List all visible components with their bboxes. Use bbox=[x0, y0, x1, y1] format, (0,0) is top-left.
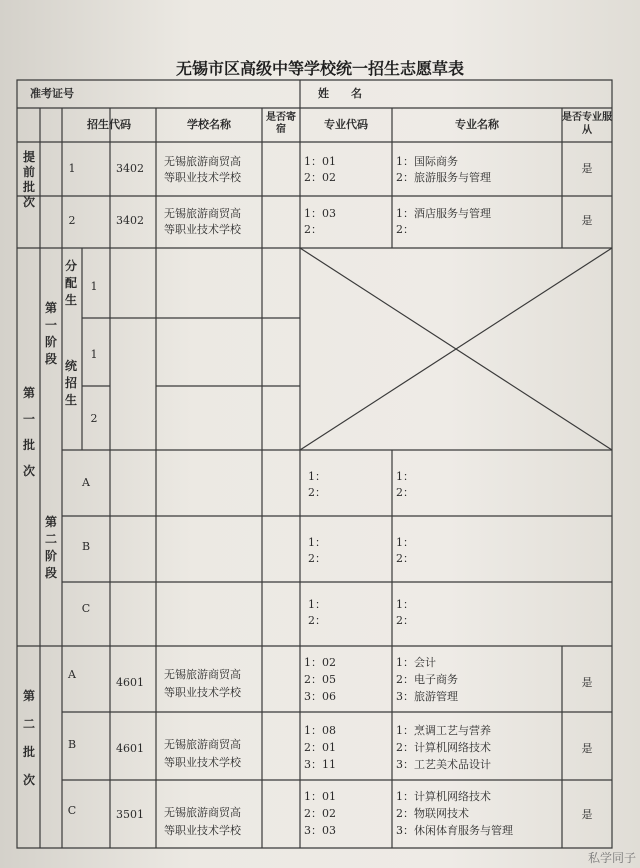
obey-value: 是 bbox=[581, 676, 593, 689]
major-code-1: 1：03 bbox=[304, 207, 336, 220]
school-code: 3402 bbox=[116, 162, 144, 175]
major-name-2: 2：计算机网络技术 bbox=[396, 741, 491, 754]
major-name-2: 2： bbox=[396, 486, 414, 499]
obey-value: 是 bbox=[581, 742, 593, 755]
section-stage2: 第二阶段 bbox=[44, 515, 57, 580]
school-name-line1: 无锡旅游商贸高 bbox=[164, 155, 241, 168]
major-name-3: 3：工艺美术品设计 bbox=[396, 758, 491, 771]
header-school: 学校名称 bbox=[187, 118, 231, 131]
major-name-3: 3：旅游管理 bbox=[396, 690, 458, 703]
major-name-2: 2： bbox=[396, 552, 414, 565]
school-code: 3501 bbox=[116, 808, 144, 821]
exam-number-label: 准考证号 bbox=[30, 87, 74, 100]
watermark-text: 私学同子 bbox=[587, 851, 636, 865]
major-name-1: 1：烹调工艺与营养 bbox=[396, 724, 491, 737]
major-code-3: 3：11 bbox=[304, 758, 336, 771]
school-name-line2: 等职业技术学校 bbox=[164, 756, 241, 769]
major-code-2: 2： bbox=[308, 486, 326, 499]
label-allocated: 分配生 bbox=[64, 259, 77, 307]
section-first-batch: 第一批次 bbox=[22, 386, 35, 478]
major-name-2: 2：旅游服务与管理 bbox=[396, 171, 491, 184]
school-name-line1: 无锡旅游商贸高 bbox=[164, 668, 241, 681]
major-name-2: 2：电子商务 bbox=[396, 673, 458, 686]
major-name-1: 1： bbox=[396, 536, 414, 549]
school-name-line2: 等职业技术学校 bbox=[164, 171, 241, 184]
major-code-1: 1： bbox=[308, 470, 326, 483]
major-code-2: 2：02 bbox=[304, 807, 336, 820]
row-letter: B bbox=[67, 738, 77, 751]
major-code-2: 2： bbox=[304, 223, 322, 236]
major-code-2: 2： bbox=[308, 552, 326, 565]
major-code-2: 2：05 bbox=[304, 673, 336, 686]
school-code: 4601 bbox=[116, 742, 144, 755]
header-boarding: 是否寄宿 bbox=[266, 112, 296, 135]
row-letter: A bbox=[82, 476, 90, 489]
row-index: 2 bbox=[68, 214, 76, 227]
major-name-1: 1：国际商务 bbox=[396, 155, 458, 168]
label-unified: 统招生 bbox=[64, 359, 77, 407]
section-stage1: 第一阶段 bbox=[44, 301, 57, 366]
row-letter: C bbox=[81, 602, 91, 615]
school-name-line1: 无锡旅游商贸高 bbox=[164, 738, 241, 751]
form-title: 无锡市区高级中等学校统一招生志愿草表 bbox=[175, 59, 464, 78]
major-code-3: 3：03 bbox=[304, 824, 336, 837]
allocated-index: 1 bbox=[90, 280, 98, 293]
unified-index-2: 2 bbox=[90, 412, 98, 425]
major-name-1: 1：计算机网络技术 bbox=[396, 790, 491, 803]
obey-value: 是 bbox=[581, 162, 593, 175]
major-name-1: 1： bbox=[396, 470, 414, 483]
major-code-2: 2：02 bbox=[304, 171, 336, 184]
major-code-1: 1：02 bbox=[304, 656, 336, 669]
header-major-name: 专业名称 bbox=[455, 118, 499, 131]
school-name-line2: 等职业技术学校 bbox=[164, 686, 241, 699]
row-letter: A bbox=[68, 668, 76, 681]
school-name-line2: 等职业技术学校 bbox=[164, 824, 241, 837]
major-code-3: 3：06 bbox=[304, 690, 336, 703]
major-name-2: 2：物联网技术 bbox=[396, 807, 469, 820]
major-code-2: 2：01 bbox=[304, 741, 336, 754]
major-name-2: 2： bbox=[396, 614, 414, 627]
obey-value: 是 bbox=[581, 808, 593, 821]
section-early: 提前批次 bbox=[22, 150, 35, 209]
major-name-1: 1：会计 bbox=[396, 656, 436, 669]
header-obey: 是否专业服从 bbox=[562, 112, 612, 136]
major-name-1: 1： bbox=[396, 598, 414, 611]
major-name-1: 1：酒店服务与管理 bbox=[396, 207, 491, 220]
major-code-1: 1：01 bbox=[304, 790, 336, 803]
school-name-line1: 无锡旅游商贸高 bbox=[164, 806, 241, 819]
header-major-code: 专业代码 bbox=[324, 118, 368, 131]
section-second-batch: 第二批次 bbox=[22, 689, 35, 787]
row-letter: C bbox=[67, 804, 77, 817]
school-name-line1: 无锡旅游商贸高 bbox=[164, 207, 241, 220]
school-code: 3402 bbox=[116, 214, 144, 227]
school-name-line2: 等职业技术学校 bbox=[164, 223, 241, 236]
major-code-1: 1：08 bbox=[304, 724, 336, 737]
name-label: 姓 名 bbox=[318, 87, 362, 100]
row-letter: B bbox=[81, 540, 91, 553]
obey-value: 是 bbox=[581, 214, 593, 227]
row-index: 1 bbox=[68, 162, 76, 175]
unified-index-1: 1 bbox=[90, 348, 98, 361]
major-code-2: 2： bbox=[308, 614, 326, 627]
major-code-1: 1： bbox=[308, 598, 326, 611]
major-name-2: 2： bbox=[396, 223, 414, 236]
header-code: 招生代码 bbox=[87, 118, 131, 131]
major-code-1: 1：01 bbox=[304, 155, 336, 168]
major-name-3: 3：休闲体育服务与管理 bbox=[396, 824, 513, 837]
school-code: 4601 bbox=[116, 676, 144, 689]
major-code-1: 1： bbox=[308, 536, 326, 549]
